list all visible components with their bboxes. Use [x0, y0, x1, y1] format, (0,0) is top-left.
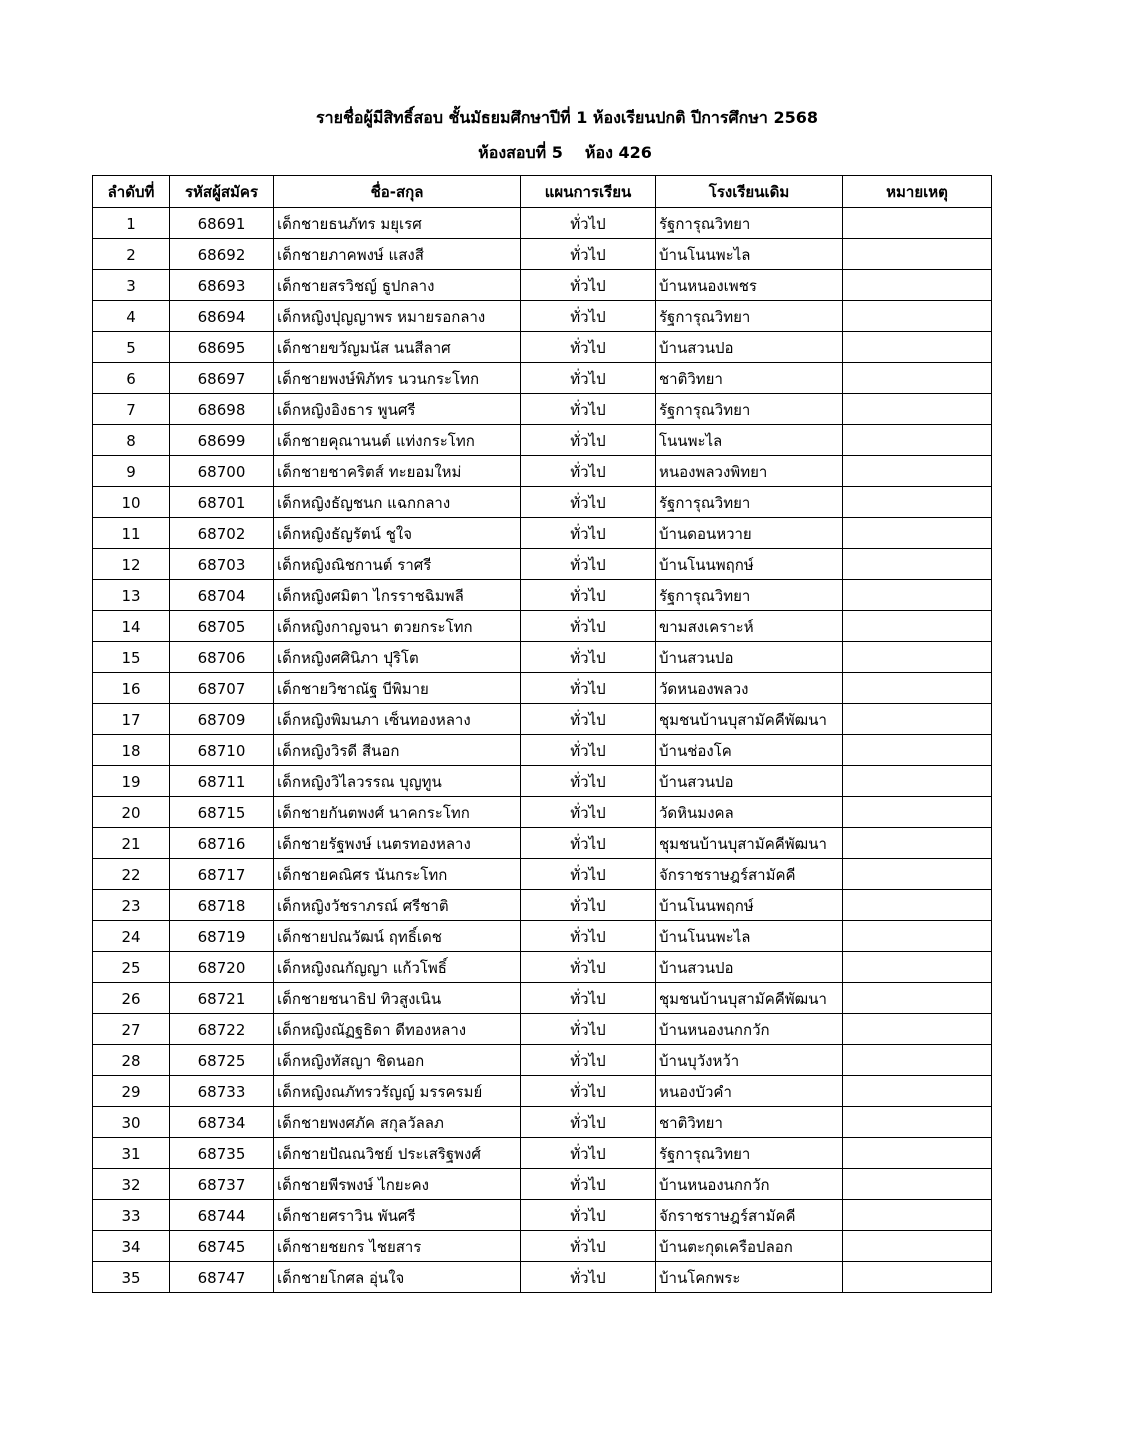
cell-remark [843, 394, 992, 425]
cell-previous-school: รัฐการุณวิทยา [656, 301, 843, 332]
cell-remark [843, 1076, 992, 1107]
cell-previous-school: รัฐการุณวิทยา [656, 487, 843, 518]
cell-study-plan: ทั่วไป [521, 983, 656, 1014]
cell-name: เด็กชายชนาธิป ทิวสูงเนิน [274, 983, 521, 1014]
cell-applicant-id: 68747 [170, 1262, 274, 1293]
cell-name: เด็กชายพีรพงษ์ ไกยะคง [274, 1169, 521, 1200]
cell-no: 7 [93, 394, 170, 425]
cell-study-plan: ทั่วไป [521, 363, 656, 394]
table-row [93, 1169, 992, 1200]
cell-name: เด็กหญิงศมิตา ไกรราชฉิมพลี [274, 580, 521, 611]
cell-previous-school: รัฐการุณวิทยา [656, 394, 843, 425]
cell-applicant-id: 68692 [170, 239, 274, 270]
table-row [93, 270, 992, 301]
cell-name: เด็กหญิงณิชกานต์ ราศรี [274, 549, 521, 580]
cell-study-plan: ทั่วไป [521, 859, 656, 890]
cell-previous-school: วัดหนองพลวง [656, 673, 843, 704]
cell-no: 2 [93, 239, 170, 270]
cell-no: 17 [93, 704, 170, 735]
cell-previous-school: โนนพะไล [656, 425, 843, 456]
cell-previous-school: จักราชราษฎร์สามัคคี [656, 859, 843, 890]
table-row [93, 1231, 992, 1262]
cell-no: 22 [93, 859, 170, 890]
table-row [93, 983, 992, 1014]
cell-study-plan: ทั่วไป [521, 704, 656, 735]
cell-name: เด็กหญิงณกัญญา แก้วโพธิ์ [274, 952, 521, 983]
cell-previous-school: จักราชราษฎร์สามัคคี [656, 1200, 843, 1231]
cell-name: เด็กหญิงกาญจนา ตวยกระโทก [274, 611, 521, 642]
cell-applicant-id: 68698 [170, 394, 274, 425]
cell-no: 27 [93, 1014, 170, 1045]
cell-name: เด็กหญิงทัสญา ชิดนอก [274, 1045, 521, 1076]
cell-applicant-id: 68700 [170, 456, 274, 487]
cell-name: เด็กหญิงปุญญาพร หมายรอกลาง [274, 301, 521, 332]
cell-remark [843, 735, 992, 766]
cell-study-plan: ทั่วไป [521, 952, 656, 983]
cell-name: เด็กชายคุณานนต์ แท่งกระโทก [274, 425, 521, 456]
cell-no: 9 [93, 456, 170, 487]
cell-name: เด็กชายวิชาณัฐ บีพิมาย [274, 673, 521, 704]
cell-name: เด็กชายปัณณวิชย์ ประเสริฐพงศ์ [274, 1138, 521, 1169]
cell-previous-school: รัฐการุณวิทยา [656, 1138, 843, 1169]
table-row [93, 580, 992, 611]
table-row [93, 797, 992, 828]
cell-remark [843, 828, 992, 859]
cell-remark [843, 1169, 992, 1200]
cell-previous-school: บ้านโนนพะไล [656, 239, 843, 270]
cell-study-plan: ทั่วไป [521, 394, 656, 425]
cell-study-plan: ทั่วไป [521, 1169, 656, 1200]
cell-no: 14 [93, 611, 170, 642]
table-row [93, 239, 992, 270]
page-title: รายชื่อผู้มีสิทธิ์สอบ ชั้นมัธยมศึกษาปีที่ 1 ห้องเรียนปกติ ปีการศึกษา 2568 [316, 108, 818, 127]
table-row [93, 952, 992, 983]
cell-previous-school: บ้านดอนหวาย [656, 518, 843, 549]
table-row [93, 394, 992, 425]
cell-previous-school: บ้านสวนปอ [656, 952, 843, 983]
table-row [93, 828, 992, 859]
cell-no: 16 [93, 673, 170, 704]
cell-remark [843, 425, 992, 456]
cell-name: เด็กหญิงวิไลวรรณ บุญทูน [274, 766, 521, 797]
cell-previous-school: บ้านตะกุดเครือปลอก [656, 1231, 843, 1262]
cell-no: 1 [93, 208, 170, 239]
cell-name: เด็กชายธนภัทร มยุเรศ [274, 208, 521, 239]
cell-study-plan: ทั่วไป [521, 549, 656, 580]
cell-previous-school: บ้านโนนพะไล [656, 921, 843, 952]
cell-applicant-id: 68711 [170, 766, 274, 797]
cell-remark [843, 208, 992, 239]
cell-previous-school: หนองบัวคำ [656, 1076, 843, 1107]
cell-applicant-id: 68715 [170, 797, 274, 828]
cell-applicant-id: 68705 [170, 611, 274, 642]
cell-previous-school: บ้านหนองเพชร [656, 270, 843, 301]
cell-remark [843, 1231, 992, 1262]
cell-remark [843, 766, 992, 797]
table-row [93, 1014, 992, 1045]
candidate-table [92, 175, 992, 1293]
cell-previous-school: บ้านโคกพระ [656, 1262, 843, 1293]
cell-previous-school: บ้านสวนปอ [656, 642, 843, 673]
cell-previous-school: ชาติวิทยา [656, 1107, 843, 1138]
cell-no: 33 [93, 1200, 170, 1231]
table-row [93, 1107, 992, 1138]
cell-remark [843, 1014, 992, 1045]
cell-remark [843, 673, 992, 704]
cell-no: 23 [93, 890, 170, 921]
cell-applicant-id: 68703 [170, 549, 274, 580]
cell-applicant-id: 68706 [170, 642, 274, 673]
column-header-school: โรงเรียนเดิม [656, 176, 843, 208]
cell-remark [843, 642, 992, 673]
exam-room-label: ห้องสอบที่ 5 [478, 143, 563, 162]
cell-previous-school: ชุมชนบ้านบุสามัคคีพัฒนา [656, 704, 843, 735]
cell-study-plan: ทั่วไป [521, 921, 656, 952]
cell-no: 8 [93, 425, 170, 456]
cell-remark [843, 1138, 992, 1169]
cell-name: เด็กชายชยกร ไชยสาร [274, 1231, 521, 1262]
cell-no: 5 [93, 332, 170, 363]
cell-name: เด็กชายชาคริตส์ ทะยอมใหม่ [274, 456, 521, 487]
cell-previous-school: บ้านหนองนกกวัก [656, 1014, 843, 1045]
room-label: ห้อง 426 [584, 143, 652, 162]
cell-study-plan: ทั่วไป [521, 1262, 656, 1293]
table-row [93, 735, 992, 766]
table-row [93, 611, 992, 642]
cell-study-plan: ทั่วไป [521, 642, 656, 673]
cell-previous-school: ชาติวิทยา [656, 363, 843, 394]
cell-applicant-id: 68707 [170, 673, 274, 704]
cell-no: 29 [93, 1076, 170, 1107]
cell-applicant-id: 68733 [170, 1076, 274, 1107]
column-header-id: รหัสผู้สมัคร [170, 176, 274, 208]
table-row [93, 1138, 992, 1169]
table-header-row [93, 176, 992, 208]
cell-name: เด็กชายสรวิชญ์ ธูปกลาง [274, 270, 521, 301]
cell-no: 31 [93, 1138, 170, 1169]
cell-previous-school: บ้านโนนพฤกษ์ [656, 890, 843, 921]
cell-applicant-id: 68737 [170, 1169, 274, 1200]
cell-no: 34 [93, 1231, 170, 1262]
cell-study-plan: ทั่วไป [521, 270, 656, 301]
cell-remark [843, 952, 992, 983]
cell-remark [843, 1107, 992, 1138]
cell-no: 20 [93, 797, 170, 828]
cell-previous-school: บ้านหนองนกกวัก [656, 1169, 843, 1200]
cell-applicant-id: 68691 [170, 208, 274, 239]
cell-applicant-id: 68718 [170, 890, 274, 921]
cell-applicant-id: 68695 [170, 332, 274, 363]
cell-previous-school: บ้านบุวังหว้า [656, 1045, 843, 1076]
cell-applicant-id: 68709 [170, 704, 274, 735]
cell-previous-school: วัดหินมงคล [656, 797, 843, 828]
table-row [93, 1045, 992, 1076]
cell-remark [843, 1045, 992, 1076]
cell-no: 11 [93, 518, 170, 549]
cell-name: เด็กหญิงวิรดี สีนอก [274, 735, 521, 766]
cell-no: 19 [93, 766, 170, 797]
cell-study-plan: ทั่วไป [521, 301, 656, 332]
cell-study-plan: ทั่วไป [521, 1138, 656, 1169]
cell-applicant-id: 68735 [170, 1138, 274, 1169]
cell-study-plan: ทั่วไป [521, 1014, 656, 1045]
column-header-plan: แผนการเรียน [521, 176, 656, 208]
cell-remark [843, 580, 992, 611]
cell-remark [843, 859, 992, 890]
table-row [93, 859, 992, 890]
cell-remark [843, 456, 992, 487]
table-row [93, 673, 992, 704]
table-row [93, 549, 992, 580]
cell-study-plan: ทั่วไป [521, 1200, 656, 1231]
cell-applicant-id: 68720 [170, 952, 274, 983]
table-row [93, 487, 992, 518]
cell-applicant-id: 68725 [170, 1045, 274, 1076]
cell-name: เด็กชายกันตพงศ์ นาคกระโทก [274, 797, 521, 828]
exam-room-heading [0, 141, 1126, 166]
cell-name: เด็กหญิงศศินิภา ปุริโต [274, 642, 521, 673]
cell-applicant-id: 68693 [170, 270, 274, 301]
cell-name: เด็กหญิงอิงธาร พูนศรี [274, 394, 521, 425]
cell-previous-school: บ้านช่องโค [656, 735, 843, 766]
cell-study-plan: ทั่วไป [521, 518, 656, 549]
cell-remark [843, 1262, 992, 1293]
cell-no: 30 [93, 1107, 170, 1138]
cell-no: 26 [93, 983, 170, 1014]
cell-no: 21 [93, 828, 170, 859]
cell-applicant-id: 68719 [170, 921, 274, 952]
cell-name: เด็กชายรัฐพงษ์ เนตรทองหลาง [274, 828, 521, 859]
cell-remark [843, 239, 992, 270]
cell-study-plan: ทั่วไป [521, 239, 656, 270]
cell-no: 15 [93, 642, 170, 673]
cell-name: เด็กหญิงวัชราภรณ์ ศรีชาติ [274, 890, 521, 921]
cell-study-plan: ทั่วไป [521, 611, 656, 642]
table-row [93, 704, 992, 735]
cell-remark [843, 270, 992, 301]
table-row [93, 1076, 992, 1107]
cell-remark [843, 611, 992, 642]
cell-name: เด็กชายพงษ์พิภัทร นวนกระโทก [274, 363, 521, 394]
cell-previous-school: บ้านโนนพฤกษ์ [656, 549, 843, 580]
cell-study-plan: ทั่วไป [521, 1045, 656, 1076]
cell-applicant-id: 68702 [170, 518, 274, 549]
cell-remark [843, 797, 992, 828]
cell-remark [843, 363, 992, 394]
cell-previous-school: รัฐการุณวิทยา [656, 580, 843, 611]
cell-applicant-id: 68697 [170, 363, 274, 394]
table-row [93, 363, 992, 394]
cell-study-plan: ทั่วไป [521, 208, 656, 239]
cell-applicant-id: 68694 [170, 301, 274, 332]
cell-name: เด็กชายศราวิน พันศรี [274, 1200, 521, 1231]
cell-applicant-id: 68722 [170, 1014, 274, 1045]
cell-study-plan: ทั่วไป [521, 766, 656, 797]
cell-name: เด็กชายพงศภัค สกุลวัลลภ [274, 1107, 521, 1138]
cell-no: 10 [93, 487, 170, 518]
table-row [93, 425, 992, 456]
cell-remark [843, 921, 992, 952]
cell-no: 25 [93, 952, 170, 983]
table-row [93, 890, 992, 921]
cell-study-plan: ทั่วไป [521, 797, 656, 828]
cell-applicant-id: 68744 [170, 1200, 274, 1231]
column-header-name: ชื่อ-สกุล [274, 176, 521, 208]
table-row [93, 766, 992, 797]
cell-no: 13 [93, 580, 170, 611]
cell-no: 28 [93, 1045, 170, 1076]
cell-remark [843, 890, 992, 921]
cell-applicant-id: 68699 [170, 425, 274, 456]
table-row [93, 518, 992, 549]
cell-name: เด็กชายปณวัฒน์ ฤทธิ์เดช [274, 921, 521, 952]
cell-name: เด็กหญิงณัฏฐธิดา ดีทองหลาง [274, 1014, 521, 1045]
cell-name: เด็กชายโกศล อุ่นใจ [274, 1262, 521, 1293]
cell-study-plan: ทั่วไป [521, 580, 656, 611]
cell-remark [843, 704, 992, 735]
table-row [93, 1200, 992, 1231]
cell-applicant-id: 68716 [170, 828, 274, 859]
cell-study-plan: ทั่วไป [521, 1076, 656, 1107]
cell-applicant-id: 68710 [170, 735, 274, 766]
table-row [93, 642, 992, 673]
cell-study-plan: ทั่วไป [521, 456, 656, 487]
cell-study-plan: ทั่วไป [521, 332, 656, 363]
cell-study-plan: ทั่วไป [521, 487, 656, 518]
cell-study-plan: ทั่วไป [521, 890, 656, 921]
cell-previous-school: หนองพลวงพิทยา [656, 456, 843, 487]
table-row [93, 921, 992, 952]
cell-previous-school: บ้านสวนปอ [656, 332, 843, 363]
cell-no: 6 [93, 363, 170, 394]
column-header-no: ลำดับที่ [93, 176, 170, 208]
cell-applicant-id: 68704 [170, 580, 274, 611]
cell-no: 32 [93, 1169, 170, 1200]
cell-study-plan: ทั่วไป [521, 425, 656, 456]
cell-previous-school: รัฐการุณวิทยา [656, 208, 843, 239]
cell-no: 24 [93, 921, 170, 952]
cell-remark [843, 549, 992, 580]
table-row [93, 208, 992, 239]
cell-name: เด็กหญิงธัญชนก แฉกกลาง [274, 487, 521, 518]
cell-applicant-id: 68701 [170, 487, 274, 518]
cell-name: เด็กหญิงธัญรัตน์ ชูใจ [274, 518, 521, 549]
cell-previous-school: บ้านสวนปอ [656, 766, 843, 797]
table-row [93, 1262, 992, 1293]
table-row [93, 332, 992, 363]
cell-study-plan: ทั่วไป [521, 828, 656, 859]
cell-name: เด็กชายคณิศร นันกระโทก [274, 859, 521, 890]
table-row [93, 301, 992, 332]
table-body [93, 208, 992, 1293]
cell-name: เด็กหญิงพิมนภา เซ็นทองหลาง [274, 704, 521, 735]
cell-remark [843, 301, 992, 332]
cell-previous-school: ชุมชนบ้านบุสามัคคีพัฒนา [656, 983, 843, 1014]
cell-name: เด็กหญิงณภัทรวรัญญ์ มรรครมย์ [274, 1076, 521, 1107]
cell-previous-school: ชุมชนบ้านบุสามัคคีพัฒนา [656, 828, 843, 859]
cell-study-plan: ทั่วไป [521, 1231, 656, 1262]
cell-no: 35 [93, 1262, 170, 1293]
column-header-note: หมายเหตุ [843, 176, 992, 208]
table-row [93, 456, 992, 487]
cell-remark [843, 983, 992, 1014]
cell-applicant-id: 68734 [170, 1107, 274, 1138]
cell-remark [843, 1200, 992, 1231]
cell-remark [843, 332, 992, 363]
cell-study-plan: ทั่วไป [521, 1107, 656, 1138]
cell-remark [843, 518, 992, 549]
cell-applicant-id: 68721 [170, 983, 274, 1014]
cell-applicant-id: 68745 [170, 1231, 274, 1262]
cell-no: 4 [93, 301, 170, 332]
cell-study-plan: ทั่วไป [521, 673, 656, 704]
cell-study-plan: ทั่วไป [521, 735, 656, 766]
cell-no: 18 [93, 735, 170, 766]
cell-applicant-id: 68717 [170, 859, 274, 890]
cell-no: 12 [93, 549, 170, 580]
cell-remark [843, 487, 992, 518]
cell-name: เด็กชายขวัญมนัส นนสีลาศ [274, 332, 521, 363]
cell-name: เด็กชายภาคพงษ์ แสงสี [274, 239, 521, 270]
cell-previous-school: ขามสงเคราะห์ [656, 611, 843, 642]
cell-no: 3 [93, 270, 170, 301]
